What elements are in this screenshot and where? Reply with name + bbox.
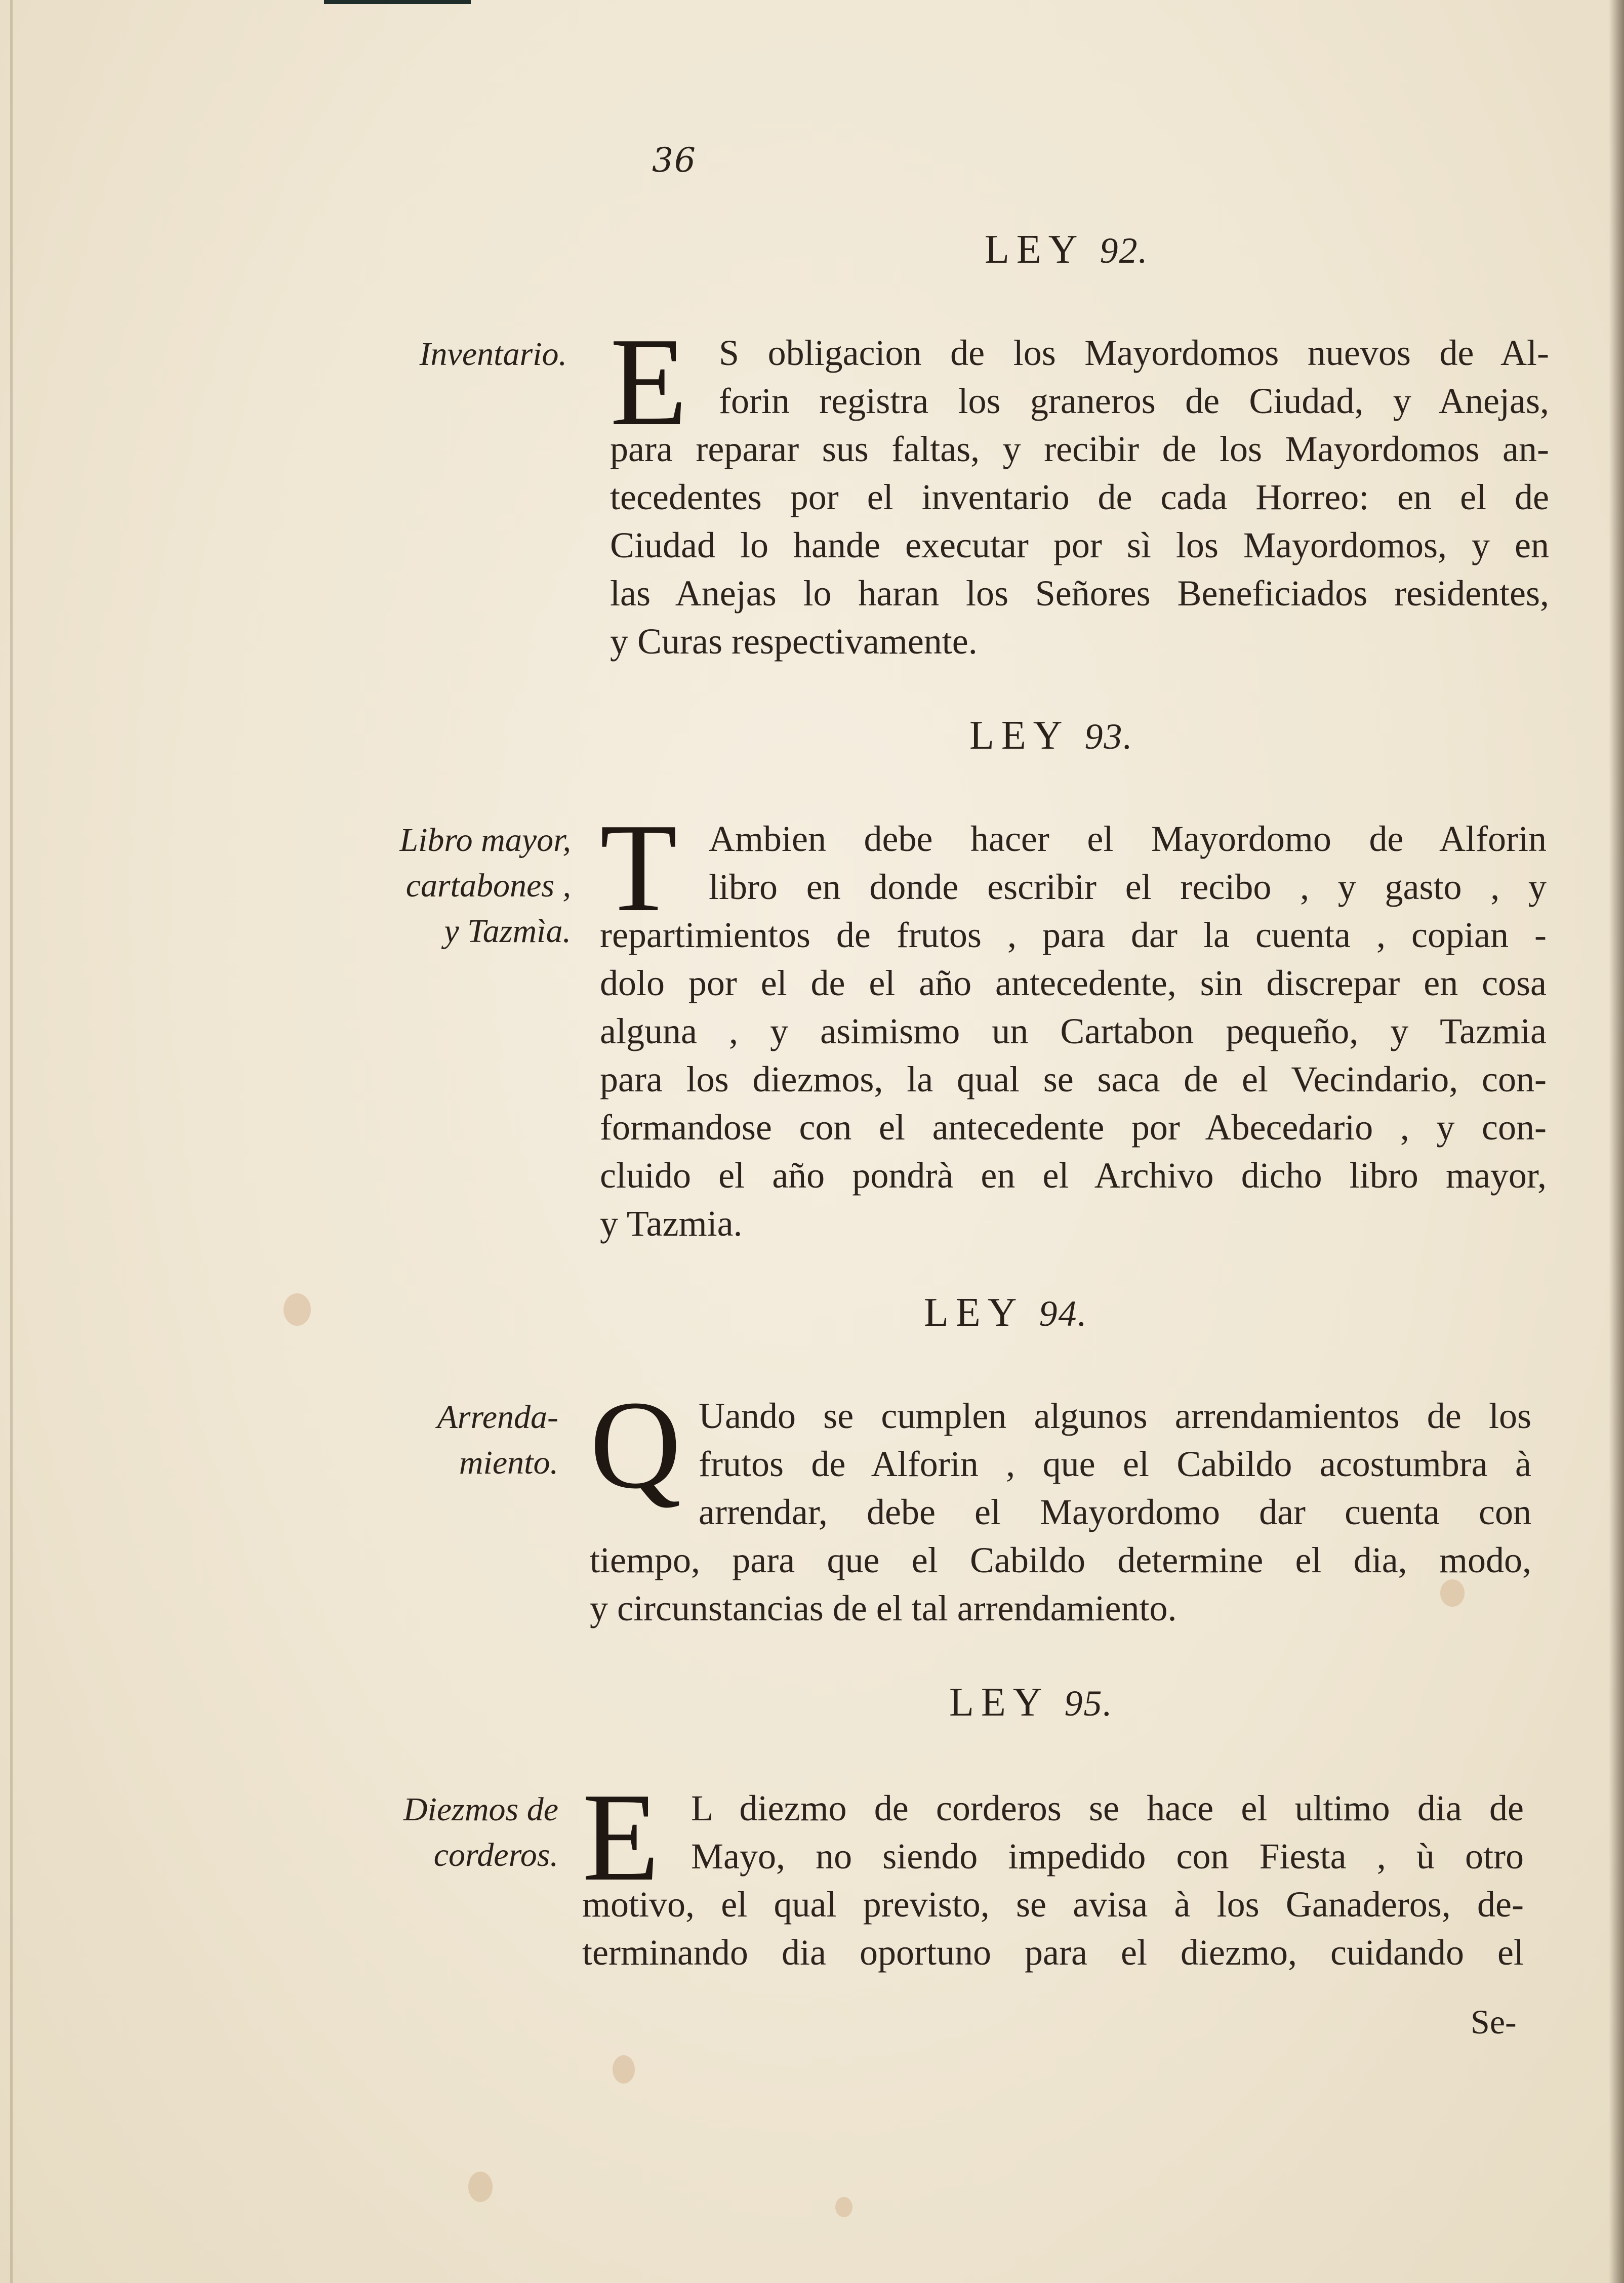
- text-line: Uando se cumplen algunos arrendamientos de los: [699, 1396, 1531, 1436]
- drop-cap: T: [600, 798, 677, 938]
- text-line: Ambien debe hacer el Mayordomo de Alforin: [709, 819, 1547, 859]
- foxing-stain: [283, 1293, 311, 1326]
- margin-note: [399, 818, 571, 954]
- law-heading-number: 95.: [1064, 1683, 1113, 1724]
- top-edge-rule: [324, 0, 471, 4]
- margin-note-line: y Tazmìa.: [444, 913, 571, 950]
- text-line: tiempo, para que el Cabildo determine el dia, modo,: [590, 1540, 1531, 1580]
- foxing-stain: [613, 2055, 635, 2084]
- margin-note: [403, 1787, 558, 1878]
- text-line: motivo, el qual previsto, se avisa à los Ganaderos, de-: [582, 1884, 1524, 1925]
- drop-cap: E: [582, 1767, 660, 1907]
- margin-note-line: Arrenda-: [437, 1399, 558, 1436]
- law-heading-word: LEY: [969, 713, 1070, 758]
- catchword: Se-: [1471, 2003, 1517, 2041]
- text-line: y Tazmia.: [600, 1203, 743, 1244]
- text-line: las Anejas lo haran los Señores Beneficiados residentes,: [610, 573, 1549, 614]
- text-line: para reparar sus faltas, y recibir de los Mayordomos an-: [610, 429, 1549, 469]
- text-line: Ciudad lo hande executar por sì los Mayordomos, y en: [610, 525, 1549, 565]
- text-line: formandose con el antecedente por Abecedario , y con-: [600, 1107, 1547, 1148]
- margin-note-line: miento.: [459, 1444, 558, 1481]
- margin-note-line: Inventario.: [419, 336, 567, 373]
- law-heading: [969, 713, 1133, 759]
- text-line: forin registra los graneros de Ciudad, y Anejas,: [719, 381, 1549, 421]
- left-page-edge: [10, 0, 13, 2283]
- text-line: dolo por el de el año antecedente, sin discrepar en cosa: [600, 963, 1547, 1003]
- law-heading-word: LEY: [949, 1680, 1049, 1725]
- text-line: L diezmo de corderos se hace el ultimo dia de: [691, 1788, 1524, 1828]
- margin-note-line: Diezmos de: [403, 1791, 558, 1828]
- text-line: repartimientos de frutos , para dar la cuenta , copian -: [600, 915, 1547, 955]
- text-line: para los diezmos, la qual se saca de el Vecindario, con-: [600, 1059, 1547, 1099]
- law-paragraph: [610, 312, 1549, 666]
- margin-note-line: Libro mayor,: [399, 822, 571, 859]
- foxing-stain: [835, 2197, 852, 2217]
- drop-cap: Q: [590, 1375, 681, 1515]
- law-paragraph: [590, 1375, 1531, 1633]
- law-heading-number: 92.: [1100, 230, 1149, 271]
- text-line: frutos de Alforin , que el Cabildo acostumbra à: [699, 1444, 1531, 1484]
- text-line: alguna , y asimismo un Cartabon pequeño, y Tazmia: [600, 1011, 1547, 1051]
- foxing-stain: [468, 2172, 493, 2202]
- law-heading-word: LEY: [924, 1290, 1024, 1335]
- text-line: arrendar, debe el Mayordomo dar cuenta con: [699, 1492, 1531, 1532]
- law-paragraph: [582, 1767, 1524, 1977]
- law-heading: [985, 227, 1149, 273]
- text-line: tecedentes por el inventario de cada Horreo: en el de: [610, 477, 1549, 517]
- text-line: libro en donde escribir el recibo , y gasto , y: [709, 867, 1547, 907]
- text-line: y circunstancias de el tal arrendamiento.: [590, 1588, 1177, 1628]
- law-paragraph: [600, 798, 1547, 1248]
- margin-note-line: cartabones ,: [405, 867, 571, 904]
- law-heading: [949, 1680, 1113, 1726]
- margin-note-line: corderos.: [433, 1837, 558, 1873]
- law-heading: [924, 1290, 1088, 1336]
- margin-note: [420, 332, 567, 377]
- text-line: Mayo, no siendo impedido con Fiesta , ù otro: [691, 1836, 1524, 1877]
- text-line: terminando dia oportuno para el diezmo, cuidando el: [582, 1932, 1524, 1973]
- right-page-shadow: [1609, 0, 1624, 2283]
- page-number: 36: [652, 141, 697, 180]
- text-line: cluido el año pondrà en el Archivo dicho libro mayor,: [600, 1155, 1547, 1196]
- law-heading-word: LEY: [985, 227, 1085, 272]
- margin-note: [437, 1395, 558, 1486]
- text-line: S obligacion de los Mayordomos nuevos de Al-: [719, 333, 1549, 373]
- law-heading-number: 94.: [1039, 1293, 1088, 1334]
- law-heading-number: 93.: [1084, 716, 1133, 757]
- drop-cap: E: [610, 312, 687, 452]
- text-line: y Curas respectivamente.: [610, 621, 978, 662]
